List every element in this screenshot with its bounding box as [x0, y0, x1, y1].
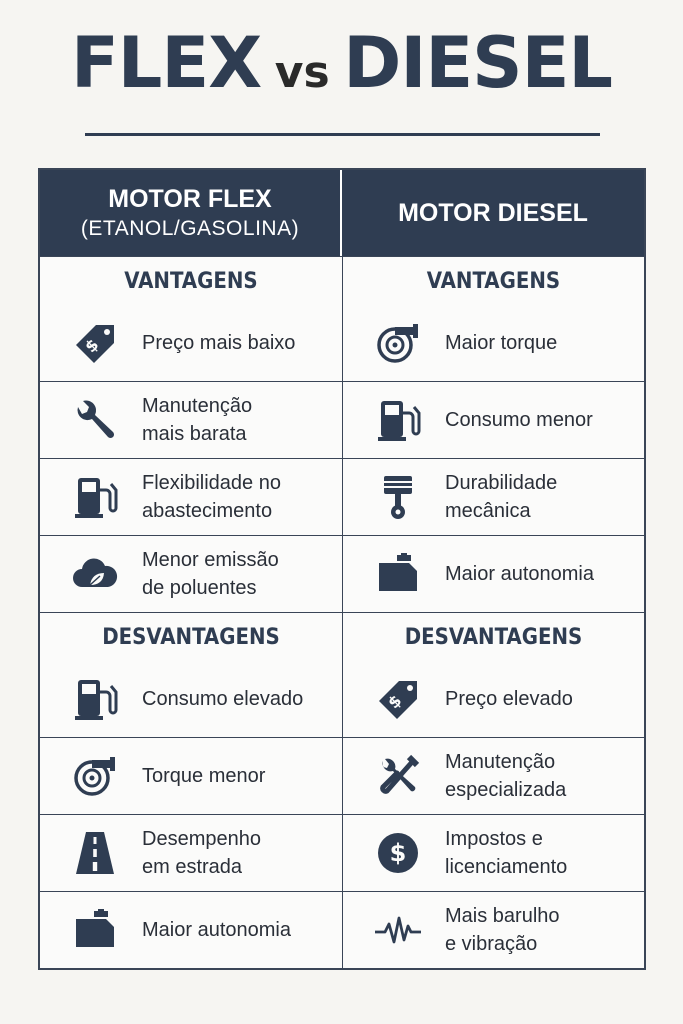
disadvantage-row	[40, 814, 644, 891]
disadvantage-item-text: Desempenho em estrada	[142, 828, 261, 878]
disadvantage-right-cell	[342, 815, 644, 891]
advantage-left-cell	[40, 305, 342, 381]
header-flex-title: MOTOR FLEX	[108, 185, 272, 213]
vibration-icon	[371, 903, 425, 957]
disadvantage-item-text: Manutenção especializada	[445, 751, 567, 801]
disadvantage-row	[40, 661, 644, 737]
advantage-item-text: Maior autonomia	[445, 563, 594, 585]
advantage-right-cell	[342, 382, 644, 458]
cloud-leaf-icon	[68, 547, 122, 601]
svg-text:$: $	[389, 839, 407, 867]
price-tag-icon	[68, 316, 122, 370]
advantage-item-text: Manutenção mais barata	[142, 395, 253, 445]
disadvantage-right-cell	[342, 892, 644, 968]
disadvantage-left-cell	[40, 738, 342, 814]
fuel-can-icon	[68, 903, 122, 957]
disadvantage-item-text: Maior autonomia	[142, 919, 291, 941]
turbo-icon	[68, 749, 122, 803]
advantage-item-text: Consumo menor	[445, 409, 593, 431]
section-heading: DESVANTAGENS	[342, 613, 644, 661]
advantage-row	[40, 381, 644, 458]
title-vs: vs	[274, 47, 330, 98]
advantage-item-text: Maior torque	[445, 332, 558, 354]
disadvantage-item-text: Impostos e licenciamento	[445, 828, 568, 878]
title-diesel: DIESEL	[343, 22, 613, 104]
price-tag-icon	[371, 672, 425, 726]
section-heading: VANTAGENS	[342, 257, 644, 305]
page-title	[0, 22, 683, 104]
turbo-icon	[371, 316, 425, 370]
advantage-item-text: Flexibilidade no abastecimento	[142, 472, 281, 522]
svg-text:$: $	[80, 334, 103, 357]
header-flex-subtitle: (ETANOL/GASOLINA)	[80, 217, 300, 240]
title-flex: FLEX	[70, 22, 262, 104]
advantage-right-cell	[342, 305, 644, 381]
header-flex	[40, 170, 342, 256]
fuel-pump-icon	[68, 470, 122, 524]
fuel-pump-icon	[371, 393, 425, 447]
advantage-item-text: Preço mais baixo	[142, 332, 296, 354]
header-diesel-title: MOTOR DIESEL	[398, 198, 588, 227]
disadvantage-row	[40, 891, 644, 968]
tools-icon	[371, 749, 425, 803]
disadvantage-item-text: Mais barulho e vibração	[445, 905, 560, 955]
advantage-left-cell	[40, 459, 342, 535]
disadvantage-left-cell	[40, 661, 342, 737]
svg-text:$: $	[383, 690, 406, 713]
piston-icon	[371, 470, 425, 524]
section-disadvantages-row	[40, 612, 644, 661]
advantage-right-cell	[342, 536, 644, 612]
advantage-item-text: Menor emissão de poluentes	[142, 549, 279, 599]
disadvantage-item-text: Torque menor	[142, 765, 266, 787]
comparison-table	[38, 168, 646, 970]
disadvantage-left-cell	[40, 892, 342, 968]
advantage-left-cell	[40, 536, 342, 612]
disadvantage-item-text: Preço elevado	[445, 688, 573, 710]
dollar-coin-icon	[371, 826, 425, 880]
road-icon	[68, 826, 122, 880]
advantage-item-text: Durabilidade mecânica	[445, 472, 558, 522]
title-divider	[85, 133, 600, 136]
fuel-can-icon	[371, 547, 425, 601]
advantage-row	[40, 305, 644, 381]
fuel-pump-icon	[68, 672, 122, 726]
advantage-left-cell	[40, 382, 342, 458]
header-diesel	[342, 170, 644, 256]
disadvantage-right-cell	[342, 738, 644, 814]
advantage-row	[40, 458, 644, 535]
wrench-icon	[68, 393, 122, 447]
disadvantage-right-cell	[342, 661, 644, 737]
disadvantage-row	[40, 737, 644, 814]
advantage-row	[40, 535, 644, 612]
section-heading: DESVANTAGENS	[40, 613, 342, 661]
advantage-right-cell	[342, 459, 644, 535]
section-heading: VANTAGENS	[40, 257, 342, 305]
disadvantage-left-cell	[40, 815, 342, 891]
table-header-row	[40, 170, 644, 256]
disadvantage-item-text: Consumo elevado	[142, 688, 304, 710]
section-advantages-row	[40, 256, 644, 305]
